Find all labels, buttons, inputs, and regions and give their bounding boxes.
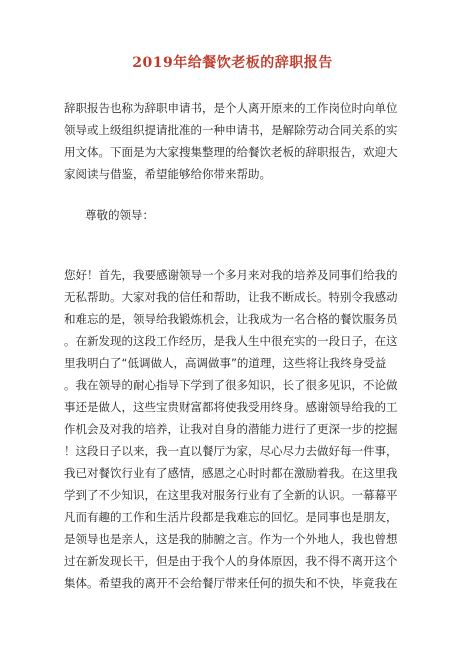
body-line: 作机会及对我的培养，让我对自身的潜能力进行了更深一步的挖掘 [64, 422, 398, 436]
body-line: 和难忘的是，领导给我锻炼机会，让我成为一名合格的餐饮服务员 [64, 312, 398, 326]
body-line: 事还是做人，这些宝贵财富都将使我受用终身。感谢领导给我的工 [64, 400, 398, 414]
greeting: 尊敬的领导： [85, 208, 154, 222]
body-line: 您好！首先，我要感谢领导一个多月来对我的培养及同事们给我的 [64, 268, 398, 282]
intro-line: 家阅读与借鉴，希望能够给你带来帮助。 [64, 167, 271, 181]
body-line: 。在新发现的这段工作经历，是我人生中很充实的一段日子，在这 [64, 334, 398, 348]
intro-line: 领导或上级组织提请批准的一种申请书，是解除劳动合同关系的实 [64, 123, 398, 137]
body-line: ！这段日子以来，我一直以餐厅为家，尽心尽力去做好每一件事， [64, 444, 398, 458]
body-line: 学到了不少知识，在这里我对服务行业有了全新的认识。一幕幕平 [64, 488, 398, 502]
body-line: 凡而有趣的工作和生活片段都是我难忘的回忆。是同事也是朋友， [64, 510, 398, 524]
body-line: 无私帮助。大家对我的信任和帮助，让我不断成长。特别令我感动 [64, 290, 398, 304]
body-line: 是领导也是亲人，这是我的肺腑之言。作为一个外地人，我也曾想 [64, 532, 398, 546]
body-line: 。我在领导的耐心指导下学到了很多知识，长了很多见识，不论做 [64, 378, 398, 392]
body-line: 过在新发现长干，但是由于我个人的身体原因，我不得不离开这个 [64, 554, 398, 568]
body-line: 集体。希望我的离开不会给餐厅带来任何的损失和不快，毕竟我在 [64, 576, 398, 590]
intro-line: 辞职报告也称为辞职申请书，是个人离开原来的工作岗位时向单位 [64, 101, 398, 115]
intro-line: 用文体。下面是为大家搜集整理的给餐饮老板的辞职报告，欢迎大 [64, 145, 398, 159]
document-title: 2019年给餐饮老板的辞职报告 [132, 55, 333, 71]
body-line: 里我明白了“低调做人，高调做事”的道理，这些将让我终身受益 [64, 356, 387, 370]
body-line: 我已对餐饮行业有了感情，感恩之心时时都在激励着我。在这里我 [64, 466, 398, 480]
body-paragraph [64, 264, 404, 594]
intro-paragraph [64, 97, 404, 185]
